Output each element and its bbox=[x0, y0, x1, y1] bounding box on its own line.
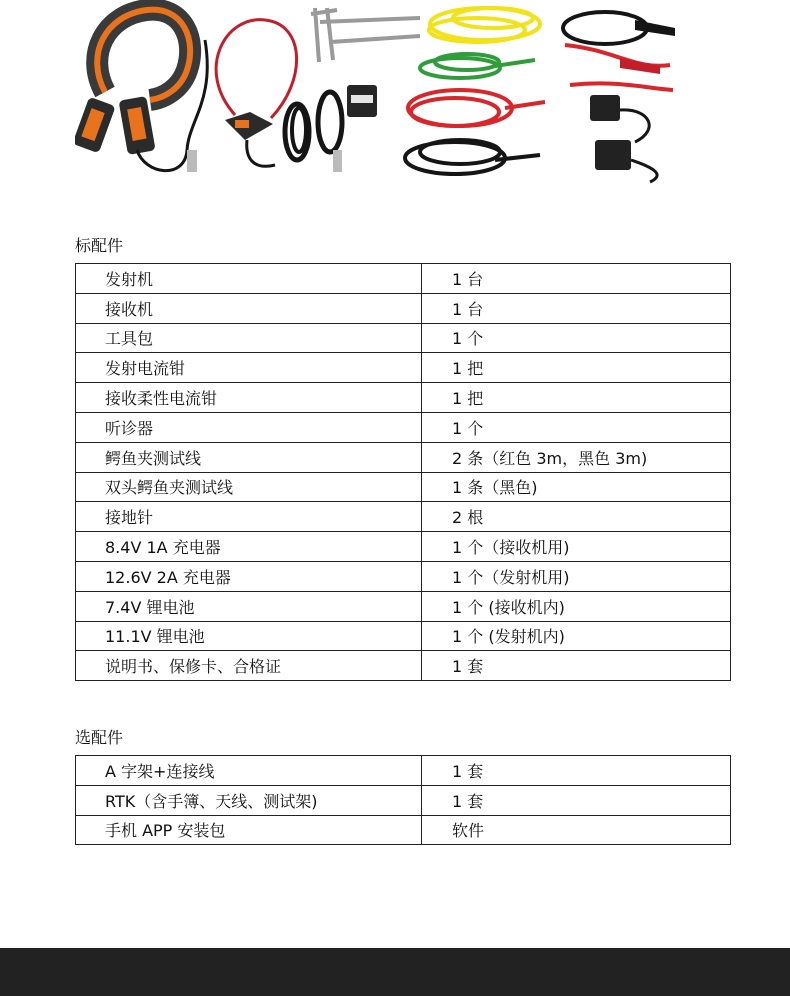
accessories-photo bbox=[75, 0, 730, 190]
table-row bbox=[76, 651, 731, 681]
item-name: 工具包 bbox=[76, 323, 422, 353]
table-row bbox=[76, 353, 731, 383]
item-quantity: 1 把 bbox=[422, 353, 731, 383]
item-quantity: 1 套 bbox=[422, 651, 731, 681]
table-row bbox=[76, 532, 731, 562]
footer-bar bbox=[0, 948, 790, 996]
green-test-lead-image bbox=[420, 54, 535, 78]
item-quantity: 2 条（红色 3m，黑色 3m) bbox=[422, 442, 731, 472]
table-row bbox=[76, 561, 731, 591]
transmitter-clamp-image bbox=[75, 10, 207, 171]
item-quantity: 1 个（发射机用) bbox=[422, 561, 731, 591]
table-row bbox=[76, 815, 731, 845]
item-name: 听诊器 bbox=[76, 412, 422, 442]
item-name: 8.4V 1A 充电器 bbox=[76, 532, 422, 562]
item-quantity: 软件 bbox=[422, 815, 731, 845]
table-row bbox=[76, 442, 731, 472]
optional-accessories-title: 选配件 bbox=[75, 728, 124, 747]
standard-accessories-table bbox=[75, 263, 731, 681]
item-quantity: 1 台 bbox=[422, 264, 731, 294]
item-name: 7.4V 锂电池 bbox=[76, 591, 422, 621]
item-name: 12.6V 2A 充电器 bbox=[76, 561, 422, 591]
table-row bbox=[76, 293, 731, 323]
item-quantity: 1 个 (发射机内) bbox=[422, 621, 731, 651]
item-quantity: 1 个 (接收机内) bbox=[422, 591, 731, 621]
item-name: 接地针 bbox=[76, 502, 422, 532]
item-name: 发射机 bbox=[76, 264, 422, 294]
item-name: 接收柔性电流钳 bbox=[76, 383, 422, 413]
table-row bbox=[76, 785, 731, 815]
item-name: 手机 APP 安装包 bbox=[76, 815, 422, 845]
item-name: 双头鳄鱼夹测试线 bbox=[76, 472, 422, 502]
optional-accessories-table bbox=[75, 755, 731, 845]
stethoscope-image bbox=[318, 85, 377, 172]
item-quantity: 1 条（黑色) bbox=[422, 472, 731, 502]
item-name: 鳄鱼夹测试线 bbox=[76, 442, 422, 472]
table-row bbox=[76, 756, 731, 786]
table-row bbox=[76, 502, 731, 532]
item-quantity: 1 个（接收机用) bbox=[422, 532, 731, 562]
chargers-image bbox=[590, 95, 657, 182]
standard-accessories-title: 标配件 bbox=[75, 236, 124, 255]
table-row bbox=[76, 412, 731, 442]
table-row bbox=[76, 621, 731, 651]
item-name: RTK（含手簿、天线、测试架) bbox=[76, 785, 422, 815]
item-name: 接收机 bbox=[76, 293, 422, 323]
yellow-test-lead-image bbox=[429, 8, 540, 42]
item-quantity: 1 把 bbox=[422, 383, 731, 413]
item-quantity: 2 根 bbox=[422, 502, 731, 532]
item-quantity: 1 套 bbox=[422, 756, 731, 786]
ground-stakes-image bbox=[311, 8, 420, 62]
item-quantity: 1 套 bbox=[422, 785, 731, 815]
item-quantity: 1 台 bbox=[422, 293, 731, 323]
item-name: A 字架+连接线 bbox=[76, 756, 422, 786]
item-name: 说明书、保修卡、合格证 bbox=[76, 651, 422, 681]
table-row bbox=[76, 383, 731, 413]
item-quantity: 1 个 bbox=[422, 412, 731, 442]
table-row bbox=[76, 591, 731, 621]
alligator-clip-lead-image bbox=[565, 20, 675, 90]
red-test-lead-image bbox=[408, 90, 545, 126]
table-row bbox=[76, 323, 731, 353]
table-row bbox=[76, 264, 731, 294]
table-row bbox=[76, 472, 731, 502]
item-name: 发射电流钳 bbox=[76, 353, 422, 383]
item-name: 11.1V 锂电池 bbox=[76, 621, 422, 651]
item-quantity: 1 个 bbox=[422, 323, 731, 353]
